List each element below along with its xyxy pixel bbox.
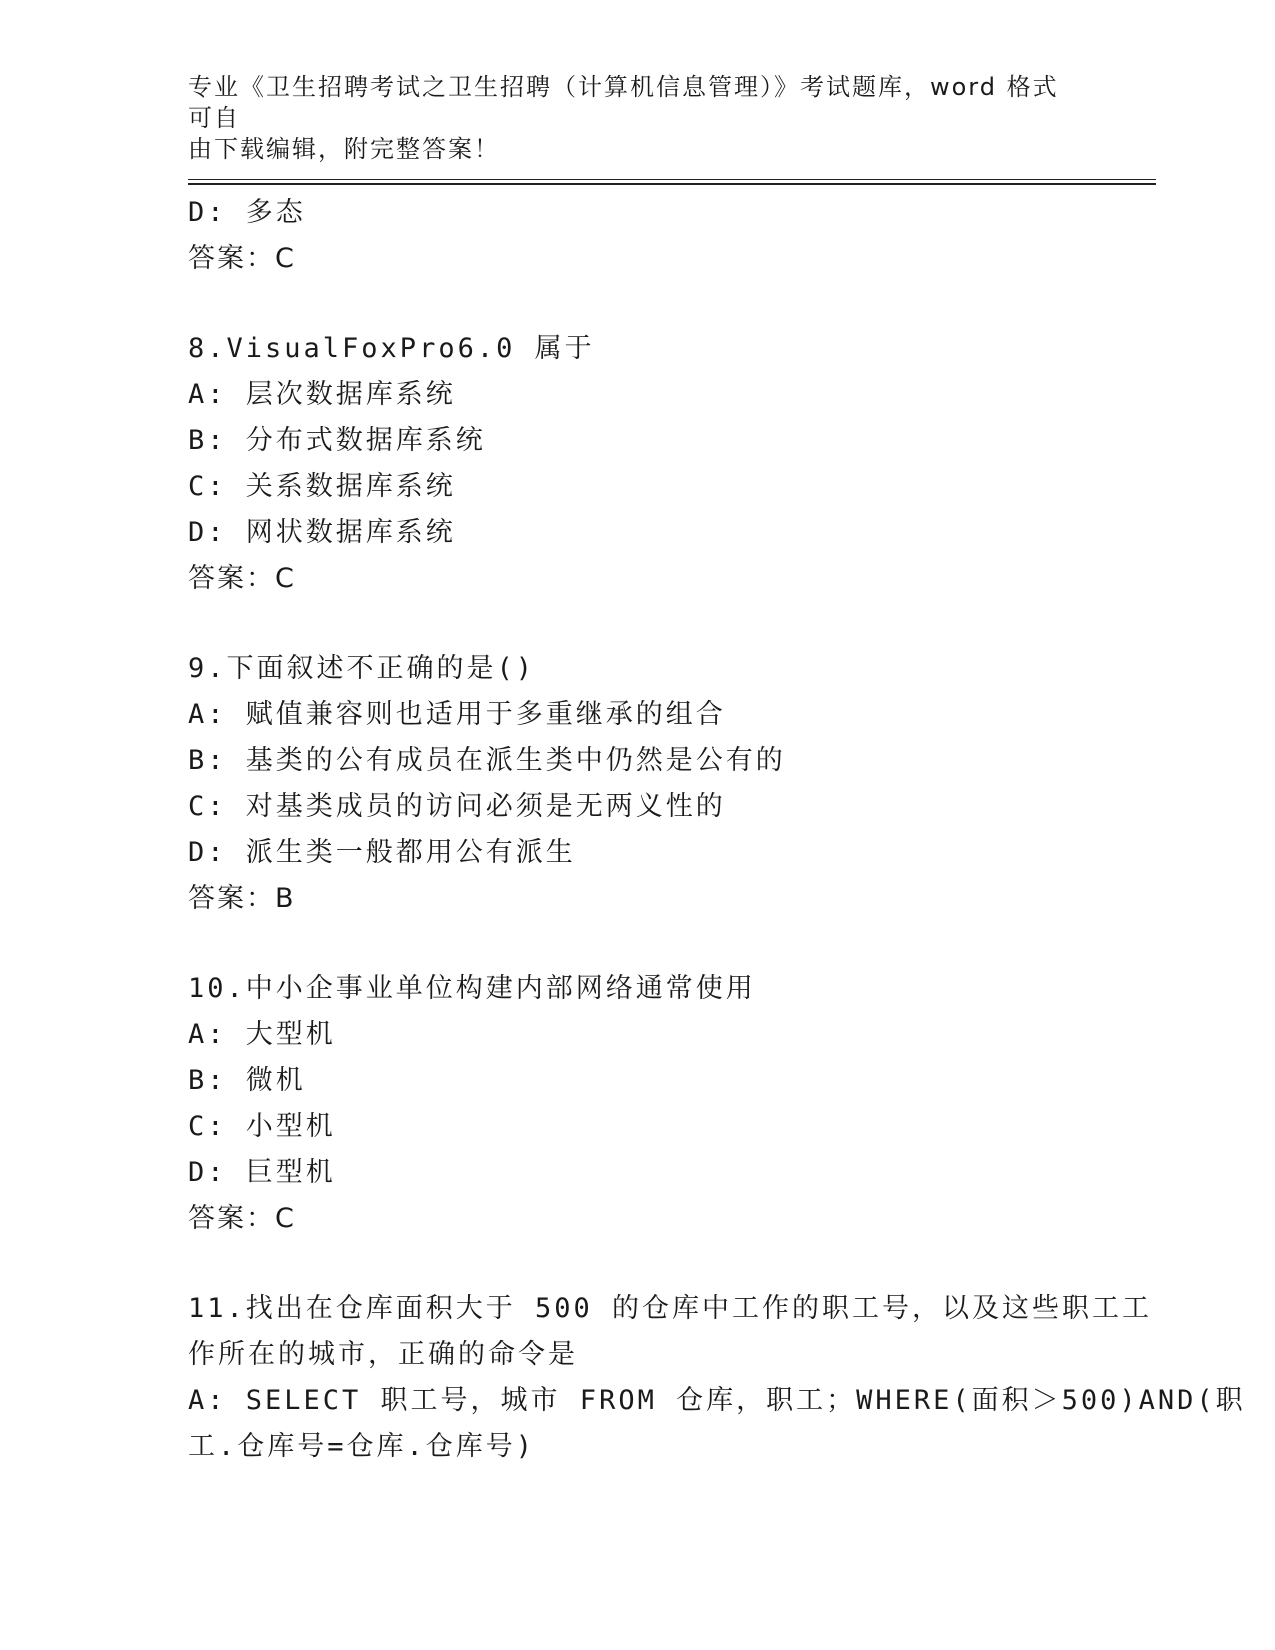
question-stem: 10.中小企事业单位构建内部网络通常使用 [188, 973, 756, 1004]
option-b: B: 分布式数据库系统 [188, 425, 486, 456]
option-d: D: 多态 [188, 197, 306, 228]
option-d: D: 巨型机 [188, 1157, 336, 1188]
option-b: B: 基类的公有成员在派生类中仍然是公有的 [188, 745, 786, 776]
document-header [188, 72, 1068, 165]
question-8 [188, 326, 1088, 602]
header-divider-thin [188, 179, 1156, 180]
option-c: C: 关系数据库系统 [188, 471, 456, 502]
option-a-line-2: 工.仓库号=仓库.仓库号) [188, 1431, 536, 1462]
option-a-line-1: A: SELECT 职工号，城市 FROM 仓库，职工；WHERE(面积＞500)AND(职 [188, 1385, 1246, 1416]
header-line-2: 由下载编辑，附完整答案！ [188, 135, 500, 163]
question-list [188, 190, 1246, 1470]
option-a: A: 大型机 [188, 1019, 336, 1050]
option-b: B: 微机 [188, 1065, 306, 1096]
question-11 [188, 1286, 1246, 1470]
answer-line: 答案：C [188, 243, 296, 274]
option-d: D: 网状数据库系统 [188, 517, 456, 548]
answer-line: 答案：C [188, 563, 296, 594]
question-9 [188, 646, 1088, 922]
option-a: A: 赋值兼容则也适用于多重继承的组合 [188, 699, 726, 730]
option-a: A: 层次数据库系统 [188, 379, 456, 410]
question-stem: 8.VisualFoxPro6.0 属于 [188, 333, 595, 364]
answer-line: 答案：C [188, 1203, 296, 1234]
question-10 [188, 966, 1088, 1242]
question-stem-line-1: 11.找出在仓库面积大于 500 的仓库中工作的职工号，以及这些职工工 [188, 1293, 1153, 1324]
option-d: D: 派生类一般都用公有派生 [188, 837, 576, 868]
prev-question-tail [188, 190, 1088, 282]
question-stem: 9.下面叙述不正确的是() [188, 653, 536, 684]
option-c: C: 对基类成员的访问必须是无两义性的 [188, 791, 726, 822]
answer-line: 答案：B [188, 883, 296, 914]
question-stem-line-2: 作所在的城市，正确的命令是 [188, 1339, 578, 1370]
header-divider-thick [188, 183, 1156, 185]
option-c: C: 小型机 [188, 1111, 336, 1142]
header-line-1: 专业《卫生招聘考试之卫生招聘（计算机信息管理）》考试题库，word 格式可自 [188, 73, 1059, 132]
